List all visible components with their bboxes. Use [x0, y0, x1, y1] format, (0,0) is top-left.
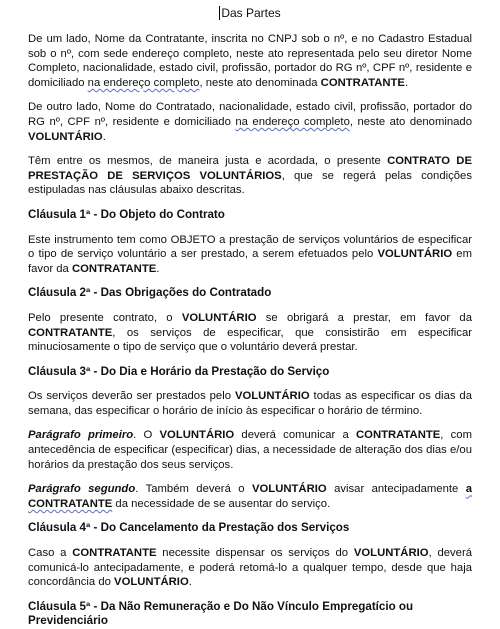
parties-paragraph-contratante: De um lado, Nome da Contratante, inscrita no CNPJ sob o nº, e no Cadastro Estadual sob o nº, com sede endereço completo, neste ato representada pelo seu diretor Nome Completo, nacionalidade, estado civil, profissão, portador do RG nº, CPF nº, residente e domiciliado na endereço completo, neste ato denominada CONTRATANTE. [28, 33, 472, 89]
clause-4-heading: Cláusula 4ª - Do Cancelamento da Prestação dos Serviços [28, 521, 350, 535]
spellcheck-underline: a CONTRATANTE [28, 483, 472, 510]
clause-4-text: Caso a CONTRATANTE necessite dispensar os serviços do VOLUNTÁRIO, deverá comunicá-lo antecipadamente, e poderá retomá-lo a qualquer tempo, desde que haja concordância do VOLUNTÁRIO. [28, 547, 472, 589]
spellcheck-underline: na endereço completo [87, 76, 200, 89]
clause-2-heading: Cláusula 2ª - Das Obrigações do Contratado [28, 286, 272, 300]
clause-1-heading: Cláusula 1ª - Do Objeto do Contrato [28, 207, 225, 221]
clause-5-heading: Cláusula 5ª - Da Não Remuneração e Do Não Vínculo Empregatício ou Previdenciário [28, 599, 414, 628]
clause-3-text: Os serviços deverão ser prestados pelo VOLUNTÁRIO todas as especificar os dias da semana, das especificar o horário de início às especificar o horário de término. [28, 390, 472, 417]
agreement-paragraph: Têm entre os mesmos, de maneira justa e acordada, o presente CONTRATO DE PRESTAÇÃO DE SERVIÇOS VOLUNTÁRIOS, que se regerá pelas condições estipuladas nas cláusulas abaixo descritas. [28, 155, 472, 197]
clause-3-paragraph-2: Parágrafo segundo. Também deverá o VOLUNTÁRIO avisar antecipadamente a CONTRATANTE da necessidade de se ausentar do serviço. [28, 483, 472, 510]
clause-1-text: Este instrumento tem como OBJETO a prestação de serviços voluntários de especificar o tipo de serviço voluntário a ser prestado, a serem efetuados pelo VOLUNTÁRIO em favor da CONTRATANTE. [28, 233, 472, 275]
spellcheck-underline: na endereço completo [235, 115, 350, 128]
clause-3-paragraph-1: Parágrafo primeiro. O VOLUNTÁRIO deverá comunicar a CONTRATANTE, com antecedência de especificar (especificar) dias, a necessidade de alteração dos dias e/ou horários da prestação dos seus serviços. [28, 429, 472, 471]
parties-paragraph-voluntario: De outro lado, Nome do Contratado, nacionalidade, estado civil, profissão, portador do RG nº, CPF nº, residente e domiciliado na endereço completo, neste ato denominado VOLUNTÁRIO. [28, 101, 472, 143]
clause-2-text: Pelo presente contrato, o VOLUNTÁRIO se obrigará a prestar, em favor da CONTRATANTE, os serviços de especificar, que consistirão em especificar minuciosamente o tipo de serviço que o voluntário deverá prestar. [28, 311, 472, 354]
document-title: Das Partes [221, 6, 281, 20]
clause-3-heading: Cláusula 3ª - Do Dia e Horário da Prestação do Serviço [28, 364, 330, 378]
